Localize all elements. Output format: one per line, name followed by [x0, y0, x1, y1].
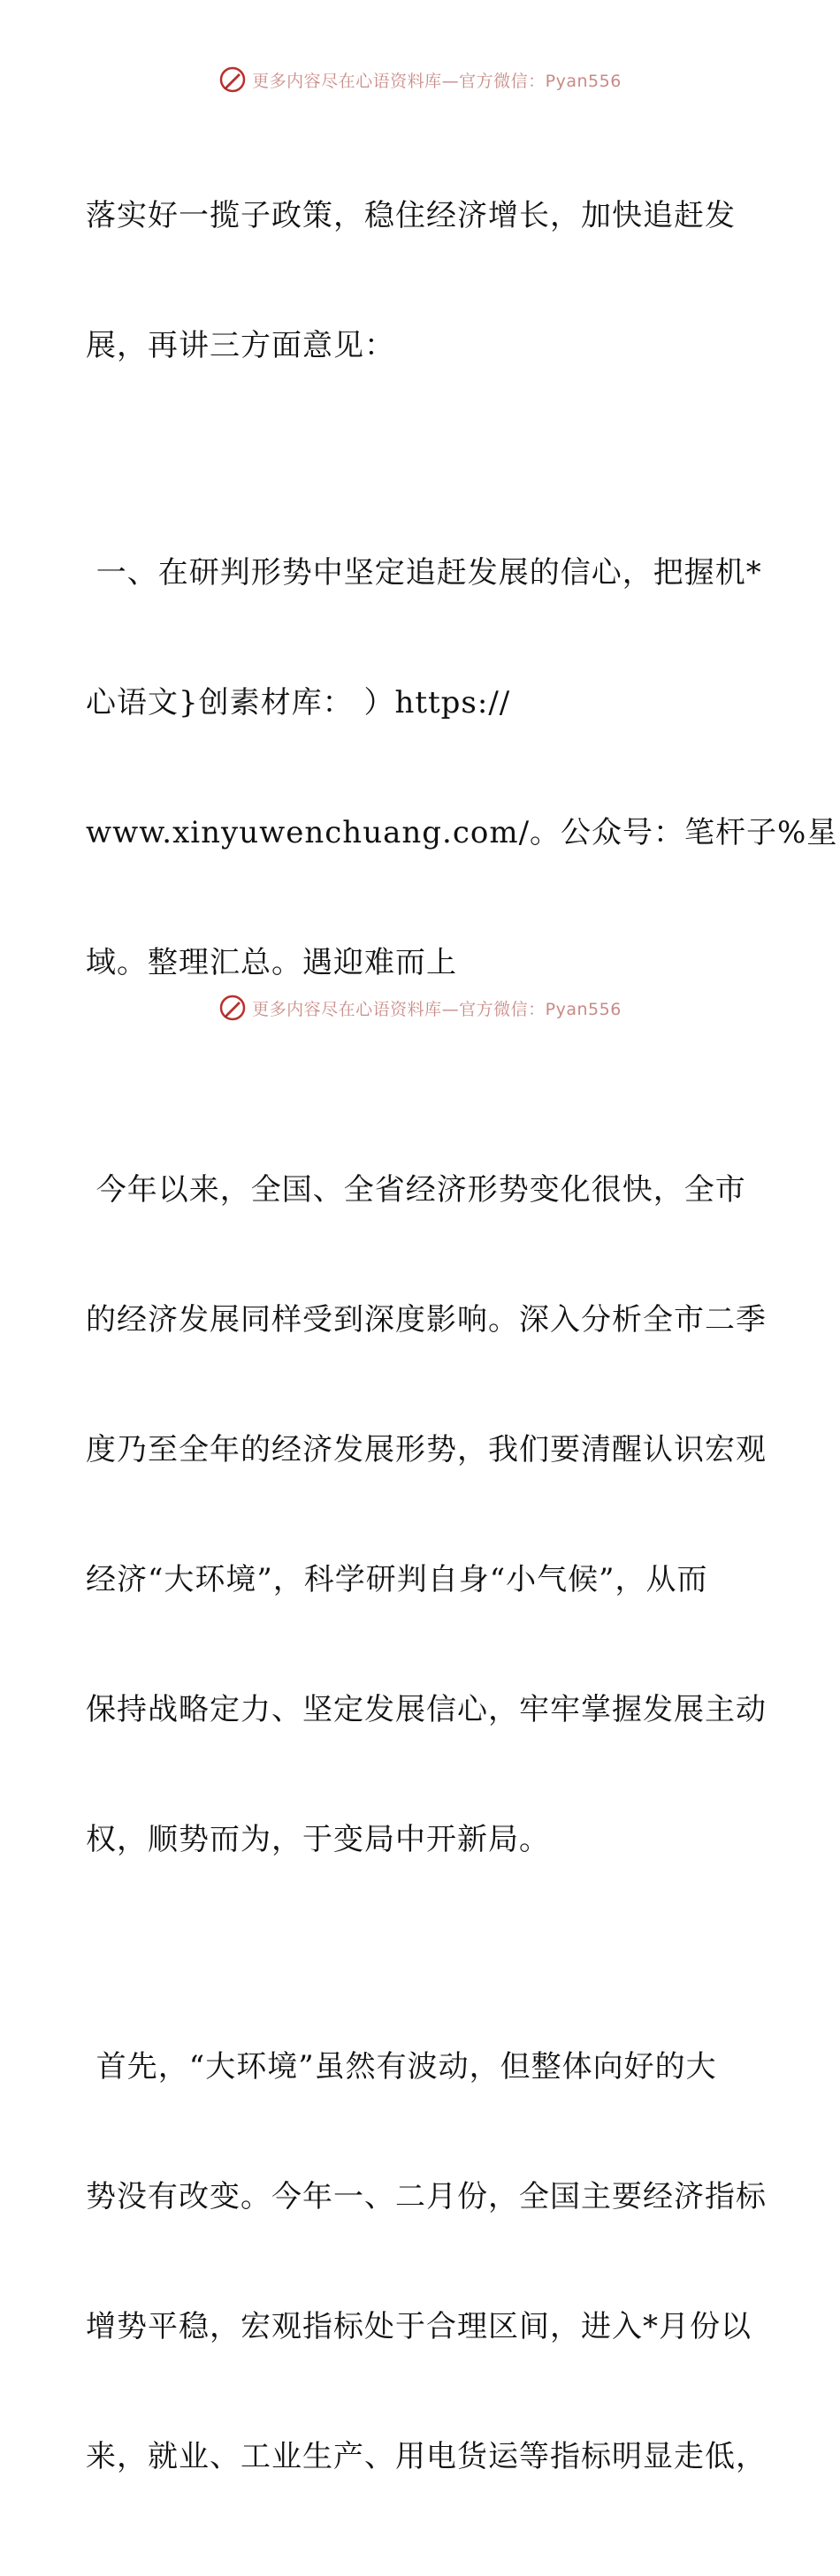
text-line: 域。整理汇总。遇迎难而上: [86, 945, 457, 980]
text-line: 落实好一揽子政策，稳住经济增长，加快追赶发: [86, 198, 736, 233]
text-line: 来，就业、工业生产、用电货运等指标明显走低，: [86, 2439, 767, 2474]
text-line: 增势平稳，宏观指标处于合理区间，进入*月份以: [86, 2309, 752, 2344]
text-line: 心语文}创素材库： ）https://: [86, 685, 511, 720]
paragraph: [86, 465, 838, 1071]
paragraph: [86, 1082, 767, 1948]
paragraph: [86, 1959, 767, 2565]
quill-pen-seal-icon: [218, 65, 247, 94]
text-line: 的经济发展同样受到深度影响。深入分析全市二季: [86, 1302, 767, 1338]
footer-watermark: [0, 990, 840, 1025]
text-line: www.xinyuwenchuang.com/。公众号：笔杆子%星: [86, 815, 838, 850]
text-line: 保持战略定力、坚定发展信心，牢牢掌握发展主动: [86, 1692, 767, 1727]
text-line: 势没有改变。今年一、二月份，全国主要经济指标: [86, 2179, 767, 2214]
watermark-text: 更多内容尽在心语资料库—官方微信：Pyan556: [252, 999, 622, 1019]
quill-pen-seal-icon: [218, 994, 247, 1022]
text-line: 一、在研判形势中坚定追赶发展的信心，把握机*: [86, 555, 762, 591]
paragraph: [86, 108, 758, 454]
text-line: 展，再讲三方面意见：: [86, 328, 395, 363]
text-line: 度乃至全年的经济发展形势，我们要清醒认识宏观: [86, 1432, 767, 1467]
text-line: 权，顺势而为，于变局中开新局。: [86, 1822, 550, 1857]
text-line: 经济“大环境”，科学研判自身“小气候”，从而: [86, 1562, 708, 1597]
text-line: 今年以来，全国、全省经济形势变化很快，全市: [86, 1172, 746, 1208]
watermark-text: 更多内容尽在心语资料库—官方微信：Pyan556: [252, 71, 622, 91]
header-watermark: [0, 62, 840, 97]
document-body: [86, 108, 838, 2576]
text-line: 首先，“大环境”虽然有波动，但整体向好的大: [86, 2049, 717, 2084]
